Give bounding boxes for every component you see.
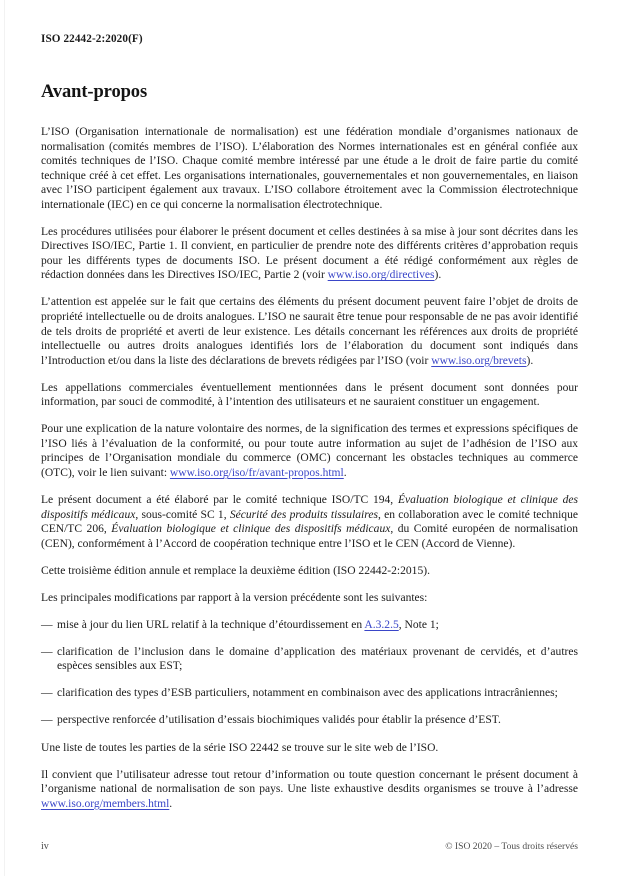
link-iso-directives[interactable]: www.iso.org/directives [327, 269, 435, 282]
paragraph-patent-rights [41, 295, 578, 368]
paragraph-text-tail: ). [434, 269, 442, 282]
subcommittee-title-sc1: Sécurité des produits tissulaires [229, 508, 378, 521]
paragraph-text: L’attention est appelée sur le fait que certains des éléments du présent document peuvent faire l’objet de droits de propriété intellectuelle ou de droits analogues. L’ISO ne saurait être tenue pour responsable de ne pas avoir identifié de tels droits de propriété et averti de leur existence. Les détails concernant les références aux droits de propriété intellectuelle ou autres droits analogues identifiés lors de l’élaboration du document sont indiqués dans l’Introduction et/ou dans la liste des déclarations de brevets rédigées par l’ISO (voir [41, 296, 578, 367]
copyright-notice: © ISO 2020 – Tous droits réservés [445, 841, 578, 852]
foreword-body [41, 125, 578, 811]
paragraph-text: Le présent document a été élaboré par le comité technique ISO/TC 194, [41, 493, 398, 506]
paragraph-text: Une liste de toutes les parties de la série ISO 22442 se trouve sur le site web de l’ISO. [41, 741, 439, 754]
list-dash-marker: — [41, 618, 53, 631]
link-clause-a325[interactable]: A.3.2.5 [364, 618, 399, 631]
paragraph-text: Il convient que l’utilisateur adresse tout retour d’information ou toute question concernant le présent document à l’organisme national de normalisation de son pays. Une liste exhaustive desdits organismes se trouve à l’adresse [41, 768, 578, 796]
paragraph-series-list [41, 741, 578, 756]
paragraph-text: Les appellations commerciales éventuellement mentionnées dans le présent document sont données pour information, par souci de commodité, à l’intention des utilisateurs et ne sauraient constituer un engagement. [41, 381, 578, 409]
list-item [41, 645, 578, 674]
changes-list [41, 618, 578, 728]
running-header: ISO 22442-2:2020(F) [41, 33, 143, 45]
paragraph-text: , sous-comité SC 1, [135, 508, 230, 521]
paragraph-text-tail: . [343, 466, 347, 479]
list-item-text: perspective renforcée d’utilisation d’essais biochimiques validés pour établir la présence d’EST. [57, 714, 501, 727]
link-iso-avant-propos[interactable]: www.iso.org/iso/fr/avant-propos.html [169, 466, 344, 479]
committee-title-cen-tc206: Évaluation biologique et clinique des dispositifs médicaux [111, 523, 391, 536]
paragraph-changes-intro [41, 591, 578, 606]
committee-title-tc194: Évaluation biologique et clinique des dispositifs médicaux [41, 493, 578, 521]
paragraph-committee [41, 493, 578, 551]
list-item-text: clarification des types d’ESB particuliers, notamment en combinaison avec des applications intracrâniennes; [57, 687, 558, 700]
paragraph-text: , en collaboration avec le comité technique CEN/TC 206, [41, 508, 578, 536]
list-item-text-tail: , Note 1; [398, 618, 439, 631]
list-item-text: clarification de l’inclusion dans le domaine d’application des matériaux provenant de cervidés, et d’autres espèces sensibles aux EST; [57, 645, 578, 673]
list-dash-marker: — [41, 687, 53, 700]
link-iso-members[interactable]: www.iso.org/members.html [41, 797, 170, 810]
list-item-text: mise à jour du lien URL relatif à la technique d’étourdissement en [57, 618, 365, 631]
list-dash-marker: — [41, 714, 53, 727]
list-item [41, 713, 578, 728]
paragraph-text: Pour une explication de la nature volontaire des normes, de la signification des termes et expressions spécifiques de l’ISO liés à l’évaluation de la conformité, ou pour toute autre information au sujet de l’adhésion de l’ISO aux principes de l’Organisation mondiale du commerce (OMC) concernant les obstacles techniques au commerce (OTC), voir le lien suivant: [41, 423, 578, 479]
paragraph-text: L’ISO (Organisation internationale de normalisation) est une fédération mondiale d’organismes nationaux de normalisation (comités membres de l’ISO). L’élaboration des Normes internationales est en général confiée aux comités techniques de l’ISO. Chaque comité membre intéressé par une étude a le droit de faire partie du comité technique créé à cet effet. Les organisations internationales, gouvernementales et non gouvernementales, en liaison avec l’ISO participent également aux travaux. L’ISO collabore étroitement avec la Commission électrotechnique internationale (IEC) en ce qui concerne la normalisation électrotechnique. [41, 126, 578, 211]
paragraph-feedback [41, 768, 578, 812]
paragraph-edition-note [41, 564, 578, 579]
paragraph-text-tail: . [169, 797, 173, 810]
page-footer [41, 841, 578, 852]
paragraph-wto-tbt [41, 422, 578, 480]
page-edge-rule [4, 0, 5, 876]
paragraph-text-tail: ). [526, 354, 534, 367]
paragraph-trade-names [41, 381, 578, 410]
paragraph-text: Les principales modifications par rapport à la version précédente sont les suivantes: [41, 591, 428, 604]
page-title: Avant-propos [41, 82, 148, 102]
paragraph-text: Les procédures utilisées pour élaborer le présent document et celles destinées à sa mise à jour sont décrites dans les Directives ISO/IEC, Partie 1. Il convient, en particulier de prendre note des différents critères d’approbation requis pour les différents types de documents ISO. Le présent document a été rédigé conformément aux règles de rédaction données dans les Directives ISO/IEC, Partie 2 (voir [41, 225, 578, 282]
list-dash-marker: — [41, 645, 53, 658]
paragraph-procedures [41, 225, 578, 283]
paragraph-text: Cette troisième édition annule et remplace la deuxième édition (ISO 22442-2:2015). [41, 564, 430, 577]
paragraph-iso-description [41, 125, 578, 212]
page-content [41, 0, 578, 811]
page-number: iv [41, 841, 49, 852]
paragraph-text-tail: , du Comité européen de normalisation (CEN), conformément à l’Accord de coopération technique entre l’ISO et le CEN (Accord de Vienne). [41, 523, 579, 550]
list-item [41, 686, 578, 701]
link-iso-brevets[interactable]: www.iso.org/brevets [431, 354, 527, 367]
list-item [41, 618, 578, 633]
